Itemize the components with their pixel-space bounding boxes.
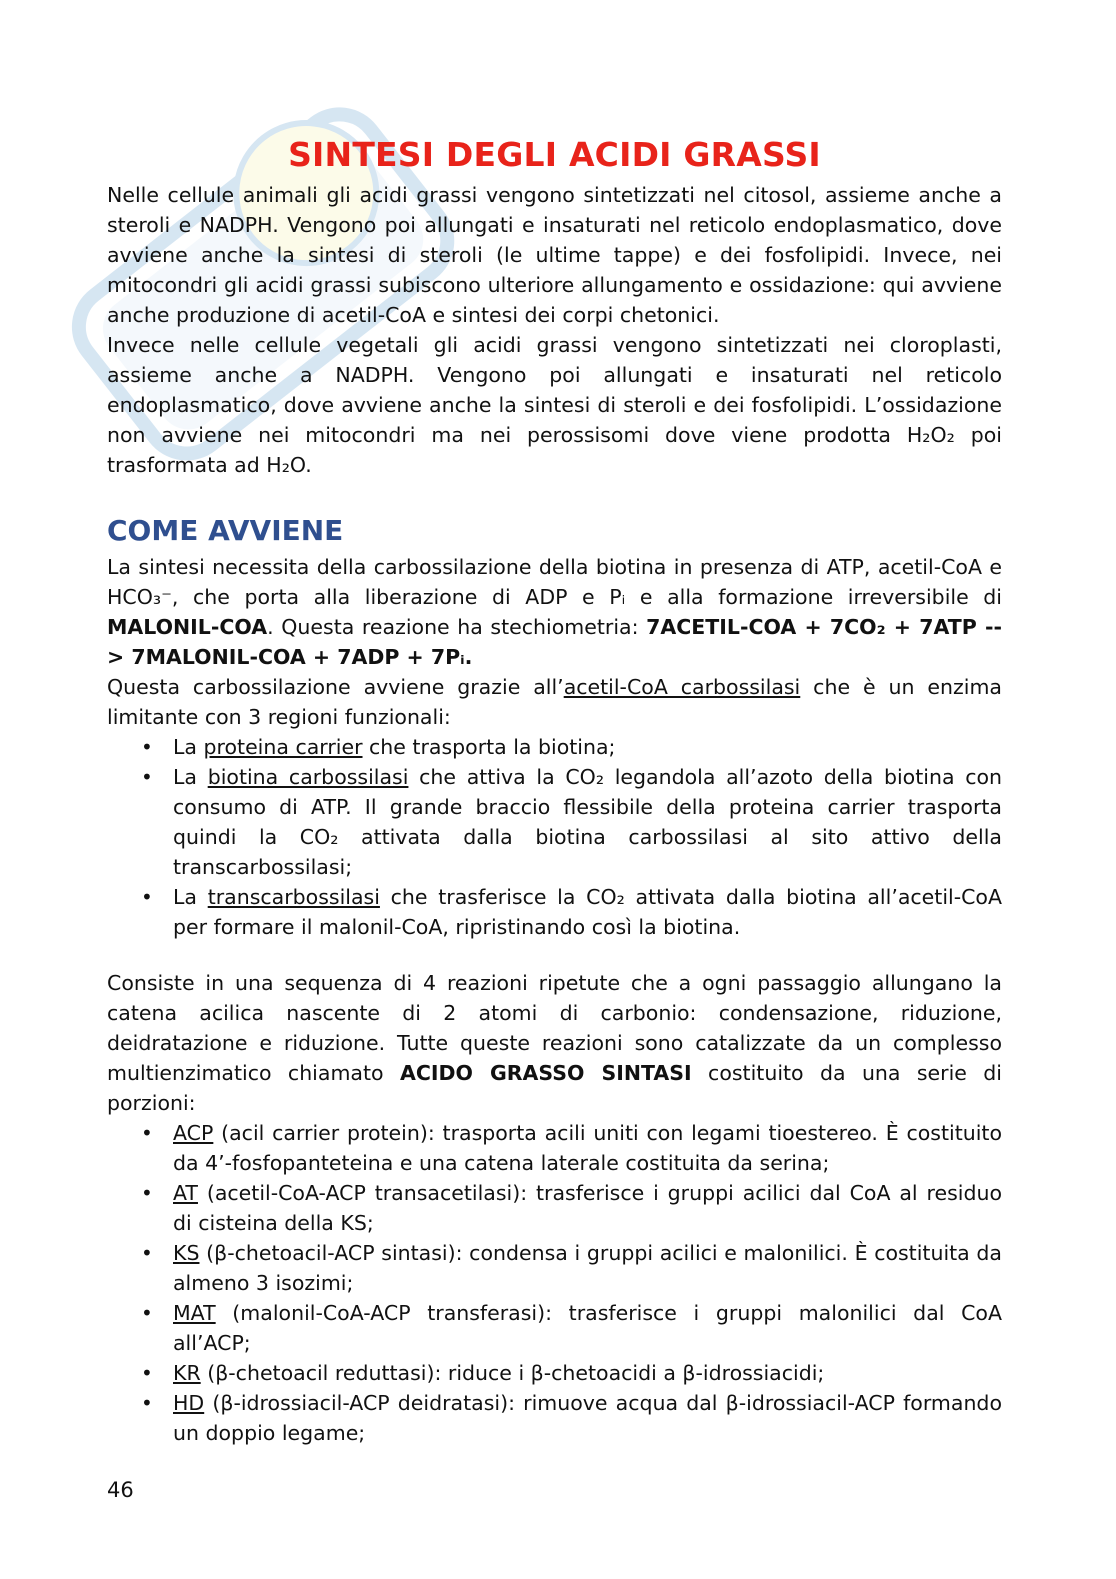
list-item: • KR (β-chetoacil reduttasi): riduce i β-chetoacidi a β-idrossiacidi; xyxy=(173,1358,1002,1388)
section-heading: COME AVVIENE xyxy=(107,514,344,547)
list-item: • HD (β-idrossiacil-ACP deidratasi): rimuove acqua dal β-idrossiacil-ACP formando un doppio legame; xyxy=(173,1388,1002,1448)
page-number: 46 xyxy=(107,1478,134,1502)
synthase-paragraph: Consiste in una sequenza di 4 reazioni ripetute che a ogni passaggio allungano la catena acilica nascente di 2 atomi di carbonio: condensazione, riduzione, deidratazione e riduzione. Tutte queste reazioni sono catalizzate da un complesso multienzimatico chiamato ACIDO GRASSO SINTASI costituito da una serie di porzioni: xyxy=(107,971,1003,1115)
list-item: • La proteina carrier che trasporta la biotina; xyxy=(173,732,1002,762)
portions-list xyxy=(107,1118,1002,1448)
intro-paragraph-plant: Invece nelle cellule vegetali gli acidi grassi vengono sintetizzati nei cloroplasti, assieme anche a NADPH. Vengono poi allungati e insaturati nel reticolo endoplasmatico, dove avviene anche la sintesi di steroli e dei fosfolipidi. L’ossidazione non avviene nei mitocondri ma nei perossisomi dove viene prodotta H₂O₂ poi trasformata ad H₂O. xyxy=(107,333,1002,477)
enzyme-paragraph: Questa carbossilazione avviene grazie all’acetil-CoA carbossilasi che è un enzima limitante con 3 regioni funzionali: xyxy=(107,675,1002,729)
list-item: • La transcarbossilasi che trasferisce la CO₂ attivata dalla biotina all’acetil-CoA per formare il malonil-CoA, ripristinando così la biotina. xyxy=(173,882,1002,942)
list-item: • AT (acetil-CoA-ACP transacetilasi): trasferisce i gruppi acilici dal CoA al residuo di cisteina della KS; xyxy=(173,1178,1002,1238)
list-item: • ACP (acil carrier protein): trasporta acili uniti con legami tioestereo. È costituito da 4’-fosfopanteteina e una catena laterale costituita da serina; xyxy=(173,1118,1002,1178)
list-item: • MAT (malonil-CoA-ACP transferasi): trasferisce i gruppi malonilici dal CoA all’ACP; xyxy=(173,1298,1002,1358)
list-item: • La biotina carbossilasi che attiva la CO₂ legandola all’azoto della biotina con consumo di ATP. Il grande braccio flessibile della proteina carrier trasporta quindi la CO₂ attivata dalla biotina carbossilasi al sito attivo della transcarbossilasi; xyxy=(173,762,1002,882)
intro-paragraph-animal: Nelle cellule animali gli acidi grassi vengono sintetizzati nel citosol, assieme anche a steroli e NADPH. Vengono poi allungati e insaturati nel reticolo endoplasmatico, dove avviene anche la sintesi di steroli (le ultime tappe) e dei fosfolipidi. Invece, nei mitocondri gli acidi grassi subiscono ulteriore allungamento e ossidazione: qui avviene anche produzione di acetil-CoA e sintesi dei corpi chetonici. xyxy=(107,183,1002,327)
carboxylation-paragraph: La sintesi necessita della carbossilazione della biotina in presenza di ATP, acetil-CoA e HCO₃⁻, che porta alla liberazione di ADP e Pᵢ e alla formazione irreversibile di MALONIL-COA. Questa reazione ha stechiometria: 7ACETIL-COA + 7CO₂ + 7ATP --> 7MALONIL-COA + 7ADP + 7Pᵢ. xyxy=(107,555,1002,669)
regions-list xyxy=(107,732,1002,942)
document-page xyxy=(107,130,1002,1448)
list-item: • KS (β-chetoacil-ACP sintasi): condensa i gruppi acilici e malonilici. È costituita da almeno 3 isozimi; xyxy=(173,1238,1002,1298)
page-title: SINTESI DEGLI ACIDI GRASSI xyxy=(288,135,821,174)
